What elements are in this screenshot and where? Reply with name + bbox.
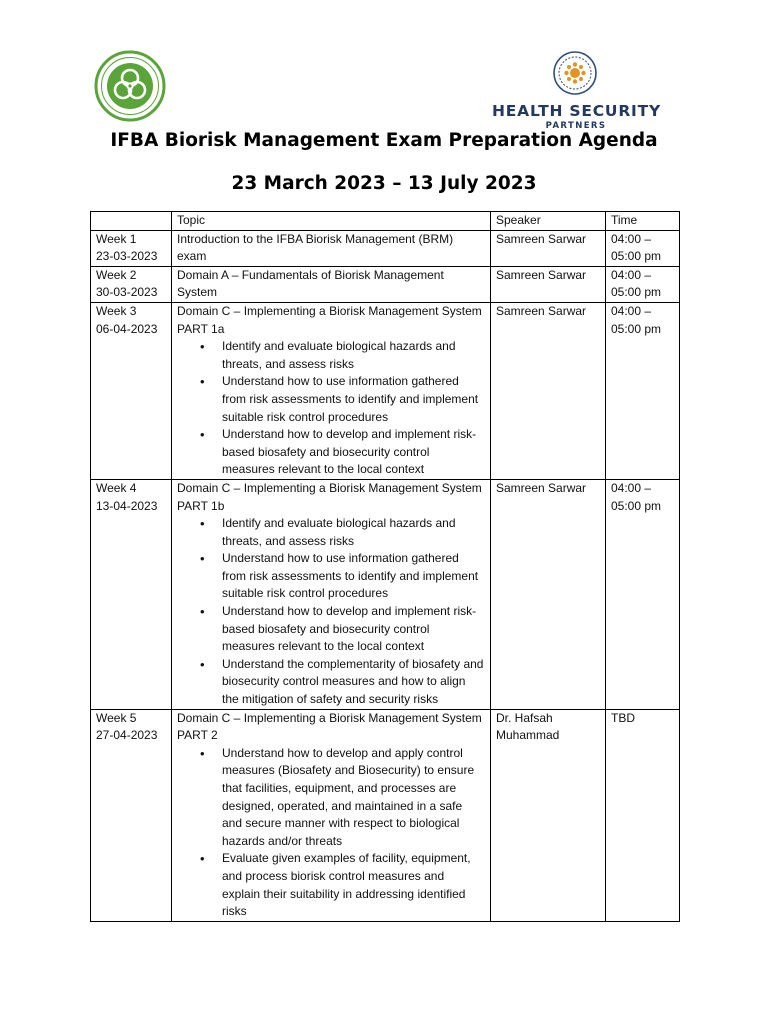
table-row: [91, 230, 680, 266]
week-date: 06-04-2023: [96, 321, 158, 336]
week-cell: [91, 230, 172, 266]
table-header-row: [91, 212, 680, 231]
topic-cell: [172, 479, 491, 709]
topic-cell: [172, 709, 491, 921]
time-start: 04:00 –: [611, 303, 652, 318]
time-end: 05:00 pm: [611, 249, 662, 264]
week-date: 13-04-2023: [96, 498, 158, 513]
topic-bullet-item: • Understand how to use information gathered from risk assessments to identify and implement suitable risk control procedures: [222, 550, 485, 603]
time-end: 05:00 pm: [611, 498, 662, 513]
speaker-cell: Samreen Sarwar: [491, 230, 606, 266]
topic-bullet-item: • Understand how to develop and implement risk-based biosafety and biosecurity control measures relevant to the local context: [222, 426, 485, 479]
table-row: [91, 709, 680, 921]
topic-text: Domain C – Implementing a Biorisk Management System PART 2: [177, 710, 482, 743]
topic-bullet-item: • Evaluate given examples of facility, equipment, and process biorisk control measures and explain their suitability in addressing identified risks: [222, 850, 485, 920]
week-cell: [91, 709, 172, 921]
time-start: TBD: [611, 710, 635, 725]
header-time: Time: [606, 212, 680, 231]
topic-bullet-item: • Understand the complementarity of biosafety and biosecurity control measures and how to align the mitigation of safety and security risks: [222, 656, 485, 709]
table-row: [91, 479, 680, 709]
time-cell: [606, 230, 680, 266]
header-week: [91, 212, 172, 231]
topic-cell: [172, 230, 491, 266]
topic-bullet-list: [177, 338, 485, 479]
hsp-name: HEALTH SECURITY: [492, 102, 662, 120]
time-cell: [606, 266, 680, 302]
week-date: 30-03-2023: [96, 285, 158, 300]
topic-bullet-item: • Identify and evaluate biological hazards and threats, and assess risks: [222, 515, 485, 550]
topic-cell: [172, 302, 491, 479]
week-label: Week 1: [96, 231, 137, 246]
document-title: IFBA Biorisk Management Exam Preparation Agenda: [110, 130, 658, 151]
speaker-cell: Dr. Hafsah Muhammad: [491, 709, 606, 921]
topic-text: Domain A – Fundamentals of Biorisk Management System: [177, 267, 444, 300]
week-label: Week 5: [96, 710, 137, 725]
time-start: 04:00 –: [611, 267, 652, 282]
time-start: 04:00 –: [611, 231, 652, 246]
hsp-logo: [492, 50, 660, 132]
week-label: Week 3: [96, 303, 137, 318]
pbsa-seal-icon: [94, 50, 166, 122]
week-label: Week 2: [96, 267, 137, 282]
time-cell: [606, 709, 680, 921]
hsp-subtitle: PARTNERS: [545, 121, 607, 131]
pbsa-logo: [94, 50, 166, 122]
time-cell: [606, 302, 680, 479]
time-end: 05:00 pm: [611, 321, 662, 336]
week-date: 23-03-2023: [96, 249, 158, 264]
topic-bullet-item: • Identify and evaluate biological hazards and threats, and assess risks: [222, 338, 485, 373]
speaker-cell: Samreen Sarwar: [491, 266, 606, 302]
week-date: 27-04-2023: [96, 728, 158, 743]
week-cell: [91, 302, 172, 479]
header-speaker: Speaker: [491, 212, 606, 231]
topic-text: Introduction to the IFBA Biorisk Management (BRM) exam: [177, 231, 454, 264]
speaker-cell: Samreen Sarwar: [491, 479, 606, 709]
time-cell: [606, 479, 680, 709]
week-cell: [91, 479, 172, 709]
topic-text: Domain C – Implementing a Biorisk Management System PART 1a: [177, 303, 482, 336]
topic-bullet-item: • Understand how to use information gathered from risk assessments to identify and implement suitable risk control procedures: [222, 373, 485, 426]
topic-cell: [172, 266, 491, 302]
table-row: [91, 302, 680, 479]
topic-text: Domain C – Implementing a Biorisk Management System PART 1b: [177, 480, 482, 513]
time-start: 04:00 –: [611, 480, 652, 495]
topic-bullet-list: [177, 515, 485, 709]
topic-bullet-list: [177, 745, 485, 921]
time-end: 05:00 pm: [611, 285, 662, 300]
week-label: Week 4: [96, 480, 137, 495]
table-row: [91, 266, 680, 302]
document-date-range: 23 March 2023 – 13 July 2023: [231, 173, 537, 194]
hsp-emblem-icon: [552, 50, 598, 96]
speaker-cell: Samreen Sarwar: [491, 302, 606, 479]
header-topic: Topic: [172, 212, 491, 231]
agenda-table: [90, 211, 680, 922]
topic-bullet-item: • Understand how to develop and implement risk-based biosafety and biosecurity control measures relevant to the local context: [222, 603, 485, 656]
week-cell: [91, 266, 172, 302]
topic-bullet-item: • Understand how to develop and apply control measures (Biosafety and Biosecurity) to ensure that facilities, equipment, and processes are designed, operated, and maintained in a safe and secure manner with respect to biological hazards and/or threats: [222, 745, 485, 851]
